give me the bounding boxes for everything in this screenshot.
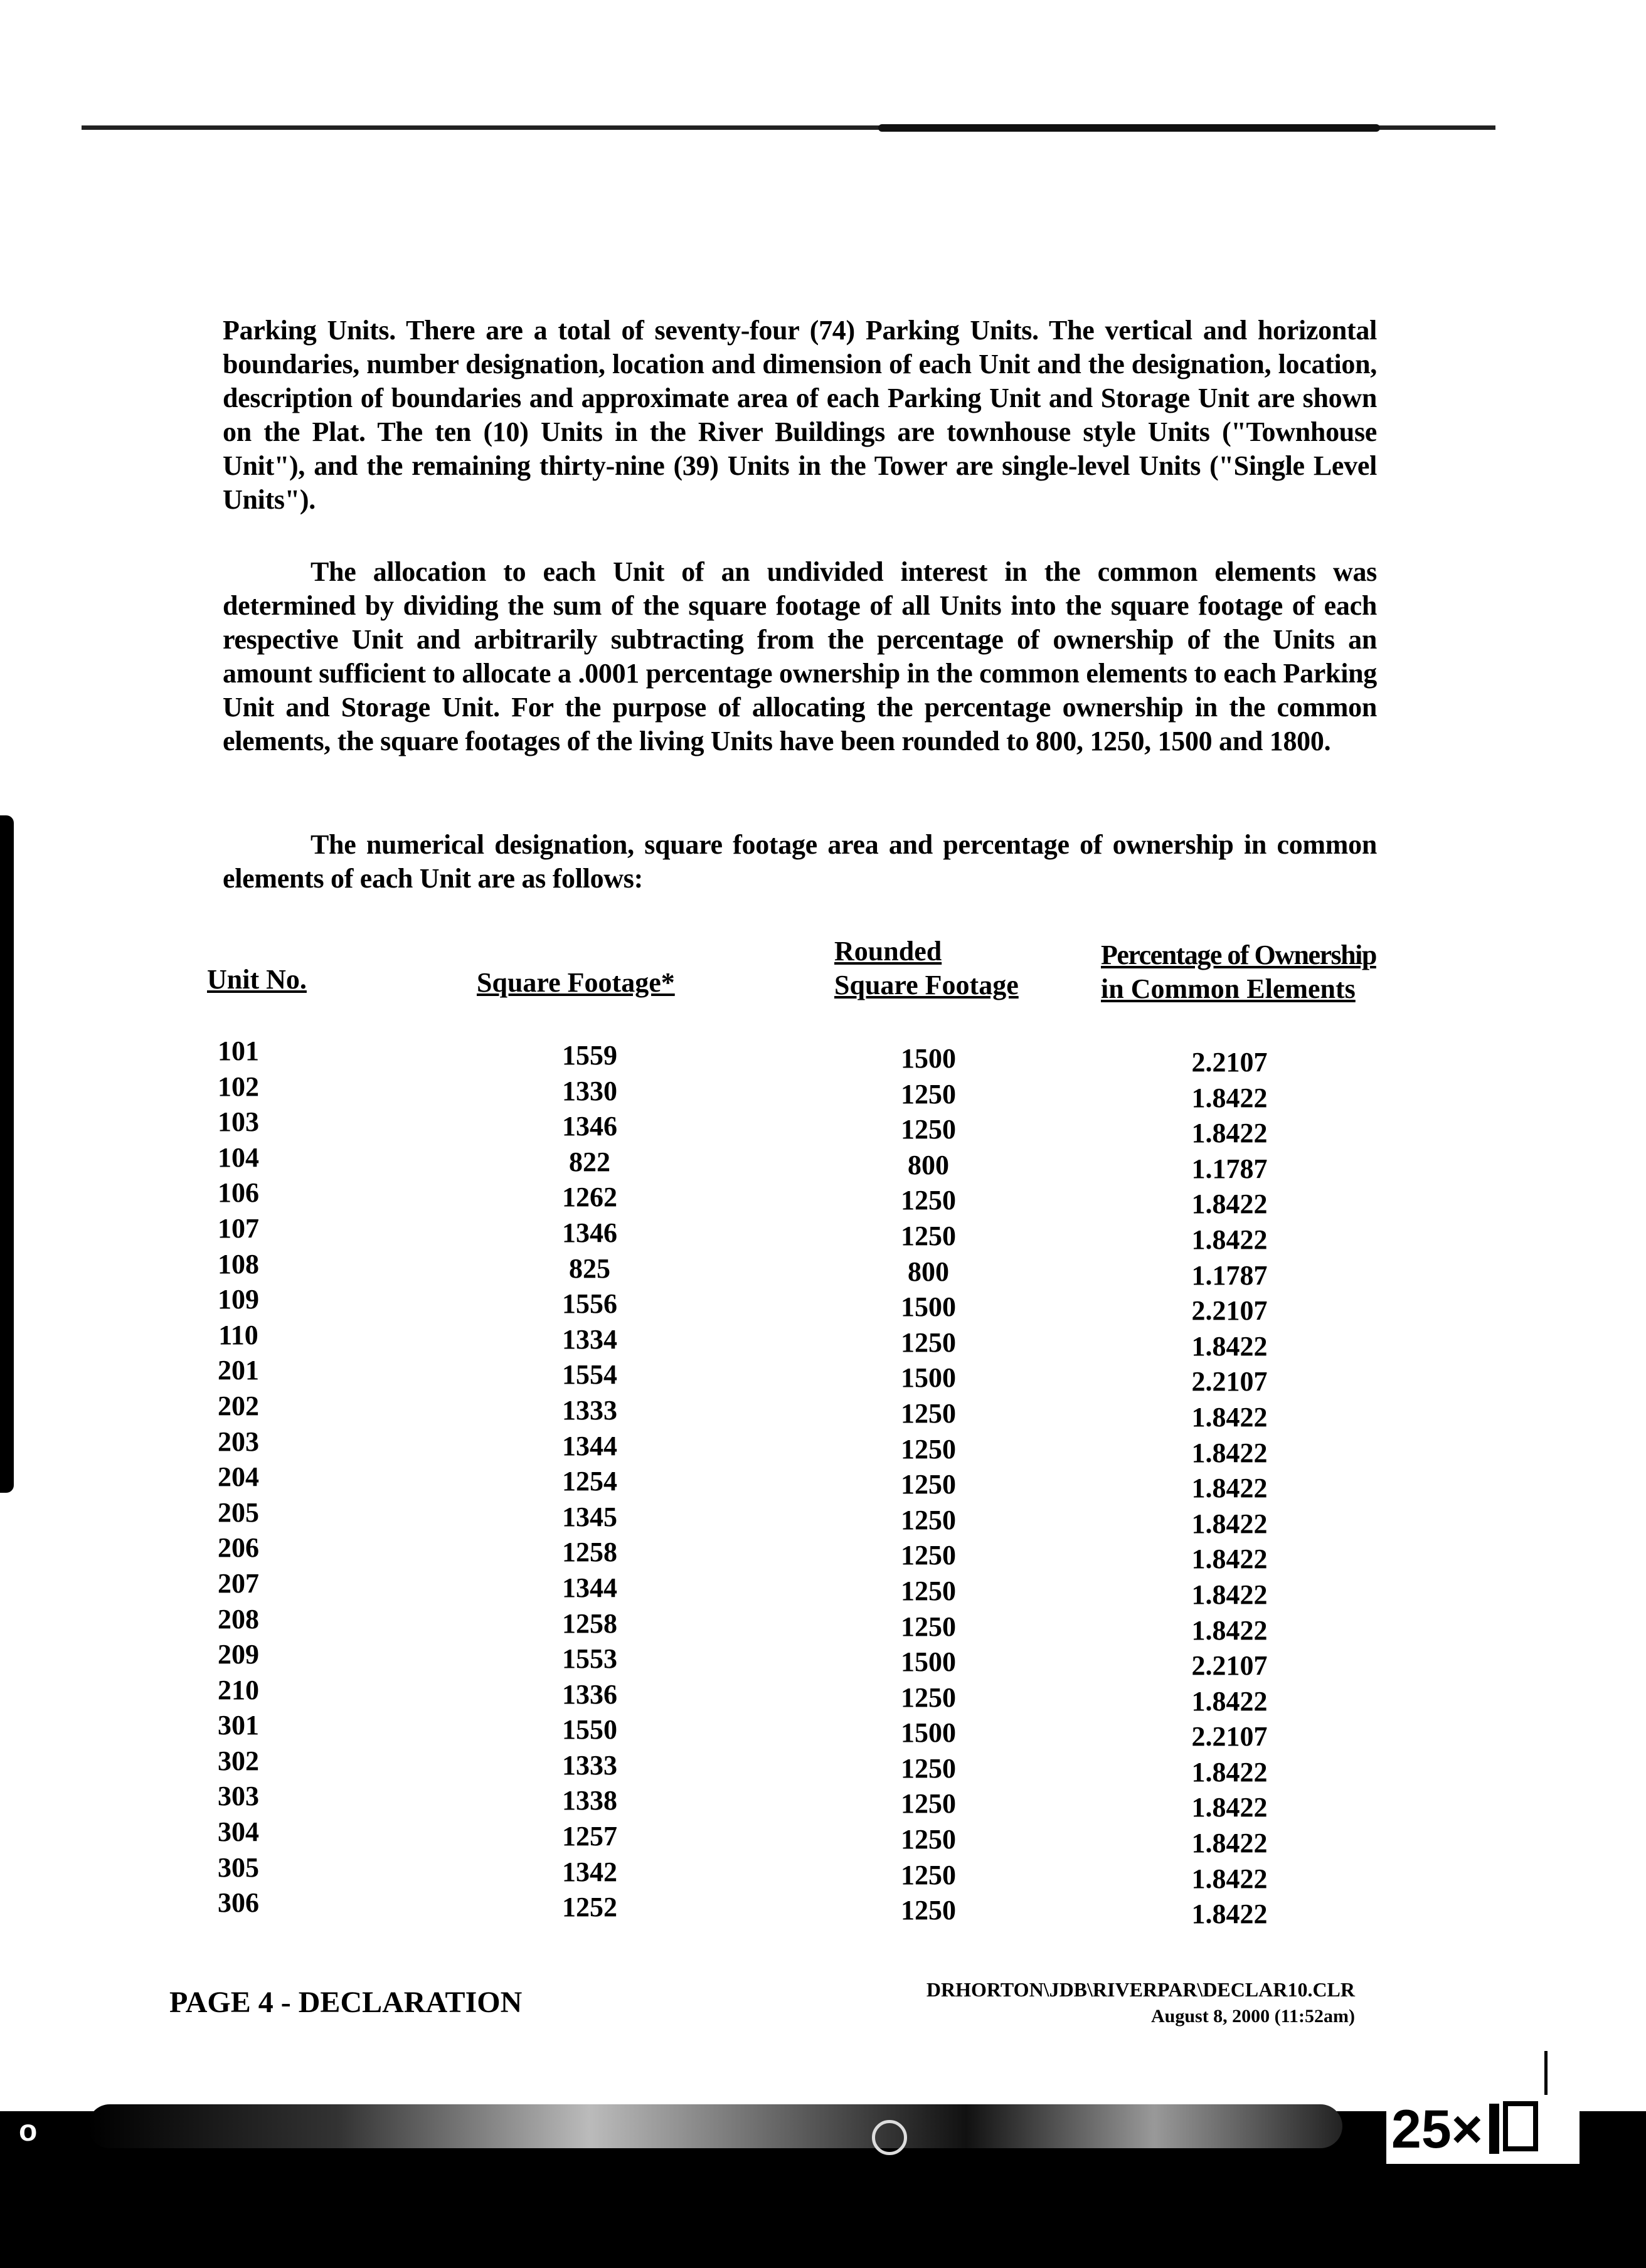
cell-percentage: 1.8422 [1191, 1579, 1268, 1610]
cell-percentage: 1.8422 [1191, 1401, 1268, 1433]
cell-percentage: 2.2107 [1191, 1366, 1268, 1397]
cell-square-footage: 1262 [562, 1182, 617, 1213]
cell-unit-no: 106 [218, 1177, 259, 1209]
cell-percentage: 1.8422 [1191, 1756, 1268, 1788]
cell-square-footage: 1342 [562, 1856, 617, 1887]
cell-unit-no: 204 [218, 1461, 259, 1493]
cell-percentage: 2.2107 [1191, 1295, 1268, 1327]
header-square-footage: Square Footage* [477, 967, 675, 998]
paragraph-table-intro: The numerical designation, square footage area and percentage of ownership in common elements of each Unit are as follows: [223, 829, 1377, 894]
cell-square-footage: 1258 [562, 1537, 617, 1568]
cell-rounded-footage: 800 [908, 1256, 949, 1287]
cell-rounded-footage: 1500 [901, 1291, 956, 1323]
cell-rounded-footage: 1250 [901, 1114, 956, 1145]
cell-square-footage: 1254 [562, 1466, 617, 1497]
cell-square-footage: 1344 [562, 1572, 617, 1603]
cell-percentage: 1.8422 [1191, 1544, 1268, 1575]
column-rounded-square-footage [866, 1041, 991, 1929]
cell-percentage: 1.8422 [1191, 1863, 1268, 1894]
stamp-bar-icon [1489, 2104, 1499, 2154]
file-date: August 8, 2000 (11:52am) [1150, 2006, 1355, 2027]
cell-rounded-footage: 1250 [901, 1327, 956, 1358]
cell-unit-no: 108 [218, 1248, 259, 1280]
cell-square-footage: 1556 [562, 1288, 617, 1320]
cell-square-footage: 1346 [562, 1111, 617, 1142]
column-square-footage [527, 1038, 652, 1926]
cell-percentage: 1.8422 [1191, 1224, 1268, 1255]
cell-square-footage: 1330 [562, 1075, 617, 1106]
cell-square-footage: 1334 [562, 1323, 617, 1355]
header-rounded-line1: Rounded [834, 936, 942, 967]
cell-percentage: 1.8422 [1191, 1473, 1268, 1504]
cell-percentage: 2.2107 [1191, 1047, 1268, 1078]
cell-unit-no: 203 [218, 1426, 259, 1457]
cell-unit-no: 101 [218, 1036, 259, 1066]
file-reference [903, 1976, 1355, 2030]
cell-rounded-footage: 1500 [901, 1717, 956, 1749]
file-path: DRHORTON\JDB\RIVERPAR\DECLAR10.CLR [926, 1978, 1355, 2001]
cell-rounded-footage: 1500 [901, 1043, 956, 1074]
cell-rounded-footage: 1250 [901, 1575, 956, 1606]
paragraph-parking-units: Parking Units. There are a total of seventy-four (74) Parking Units. The vertical and horizontal boundaries, number designation, location and dimension of each Unit and the designation, location, description of boundaries and approximate area of each Parking Unit and Storage Unit are shown on the Plat. The ten (10) Units in the River Buildings are townhouse style Units ("Townhouse Unit"), and the remaining thirty-nine (39) Units in the Tower are single-level Units ("Single Level Units"). [223, 315, 1377, 515]
paragraph-allocation: The allocation to each Unit of an undivided interest in the common elements was determined by dividing the sum of the square footage of all Units into the square footage of each respective Unit and arbitrarily subtracting from the percentage of ownership of the Units an amount sufficient to allocate a .0001 percentage ownership in the common elements to each Parking Unit and Storage Unit. For the purpose of allocating the percentage ownership in the common elements, the square footages of the living Units have been rounded to 800, 1250, 1500 and 1800. [223, 556, 1377, 756]
cell-rounded-footage: 1250 [901, 1220, 956, 1251]
cell-unit-no: 107 [218, 1212, 259, 1244]
cell-rounded-footage: 1250 [901, 1752, 956, 1784]
stamp-box-icon [1503, 2101, 1538, 2151]
cell-unit-no: 303 [218, 1781, 259, 1812]
cell-percentage: 1.8422 [1191, 1118, 1268, 1149]
cell-rounded-footage: 1250 [901, 1397, 956, 1429]
header-percentage-line1: Percentage of Ownership [1101, 940, 1376, 970]
cell-percentage: 1.1787 [1191, 1153, 1268, 1184]
cell-rounded-footage: 1500 [901, 1362, 956, 1394]
header-percentage-line2: in Common Elements [1101, 973, 1356, 1004]
cell-rounded-footage: 1250 [901, 1824, 956, 1855]
cell-square-footage: 825 [569, 1253, 610, 1284]
cell-unit-no: 304 [218, 1816, 259, 1848]
cell-percentage: 1.8422 [1191, 1330, 1268, 1362]
cell-unit-no: 206 [218, 1532, 259, 1564]
cell-percentage: 1.8422 [1191, 1082, 1268, 1113]
cell-percentage: 1.8422 [1191, 1899, 1268, 1930]
cell-percentage: 2.2107 [1191, 1650, 1268, 1682]
stamp-tick [1544, 2051, 1548, 2101]
cell-square-footage: 1344 [562, 1430, 617, 1461]
cell-unit-no: 104 [218, 1142, 259, 1173]
cell-percentage: 1.8422 [1191, 1792, 1268, 1823]
cell-rounded-footage: 1250 [901, 1611, 956, 1642]
cell-percentage: 2.2107 [1191, 1721, 1268, 1752]
cell-rounded-footage: 1250 [901, 1895, 956, 1926]
cell-unit-no: 207 [218, 1567, 259, 1599]
cell-rounded-footage: 1250 [901, 1469, 956, 1500]
cell-unit-no: 102 [218, 1071, 259, 1102]
scan-bottom-smear [88, 2104, 1342, 2148]
cell-unit-no: 306 [218, 1887, 259, 1919]
scan-top-shadow [878, 124, 1380, 132]
cell-rounded-footage: 1250 [901, 1682, 956, 1713]
scan-mark-icon: o [19, 2114, 38, 2148]
cell-square-footage: 1553 [562, 1643, 617, 1675]
cell-unit-no: 103 [218, 1106, 259, 1138]
cell-square-footage: 1257 [562, 1821, 617, 1852]
cell-unit-no: 209 [218, 1639, 259, 1670]
column-unit-no [182, 1034, 295, 1921]
cell-square-footage: 1345 [562, 1501, 617, 1532]
cell-rounded-footage: 1500 [901, 1646, 956, 1678]
cell-square-footage: 1252 [562, 1892, 617, 1923]
cell-unit-no: 110 [218, 1319, 258, 1350]
cell-unit-no: 205 [218, 1497, 259, 1528]
cell-square-footage: 1336 [562, 1678, 617, 1710]
cell-square-footage: 1554 [562, 1359, 617, 1391]
cell-percentage: 1.8422 [1191, 1614, 1268, 1646]
cell-rounded-footage: 1250 [901, 1078, 956, 1110]
cell-unit-no: 109 [218, 1284, 259, 1315]
scan-top-margin [0, 0, 1646, 132]
cell-percentage: 1.8422 [1191, 1685, 1268, 1717]
cell-unit-no: 201 [218, 1355, 259, 1386]
cell-unit-no: 210 [218, 1674, 259, 1705]
cell-percentage: 1.8422 [1191, 1508, 1268, 1539]
stamp-text: 25× [1391, 2099, 1483, 2159]
reduction-stamp [1386, 2095, 1580, 2164]
cell-percentage: 1.8422 [1191, 1437, 1268, 1468]
cell-unit-no: 305 [218, 1852, 259, 1883]
cell-unit-no: 302 [218, 1745, 259, 1776]
cell-square-footage: 1559 [562, 1040, 617, 1071]
cell-rounded-footage: 1250 [901, 1433, 956, 1465]
header-unit-no: Unit No. [207, 964, 307, 995]
cell-rounded-footage: 800 [908, 1149, 949, 1180]
cell-rounded-footage: 1250 [901, 1185, 956, 1216]
cell-rounded-footage: 1250 [901, 1859, 956, 1890]
cell-percentage: 1.8422 [1191, 1189, 1268, 1220]
scan-left-edge [0, 815, 14, 1493]
header-rounded-line2: Square Footage [834, 970, 1019, 1000]
cell-rounded-footage: 1250 [901, 1788, 956, 1820]
cell-unit-no: 301 [218, 1710, 259, 1741]
cell-rounded-footage: 1250 [901, 1504, 956, 1535]
binder-hole-icon [872, 2120, 907, 2155]
cell-percentage: 1.8422 [1191, 1828, 1268, 1859]
cell-unit-no: 208 [218, 1603, 259, 1635]
cell-rounded-footage: 1250 [901, 1540, 956, 1571]
cell-square-footage: 1333 [562, 1749, 617, 1781]
cell-square-footage: 1346 [562, 1217, 617, 1248]
cell-square-footage: 1333 [562, 1394, 617, 1426]
cell-square-footage: 1550 [562, 1714, 617, 1746]
cell-unit-no: 202 [218, 1390, 259, 1421]
cell-percentage: 1.1787 [1191, 1259, 1268, 1291]
column-percentage-ownership [1167, 1045, 1292, 1932]
page-label: PAGE 4 - DECLARATION [169, 1986, 523, 2019]
cell-square-footage: 1338 [562, 1785, 617, 1816]
cell-square-footage: 1258 [562, 1608, 617, 1639]
cell-square-footage: 822 [569, 1146, 610, 1177]
